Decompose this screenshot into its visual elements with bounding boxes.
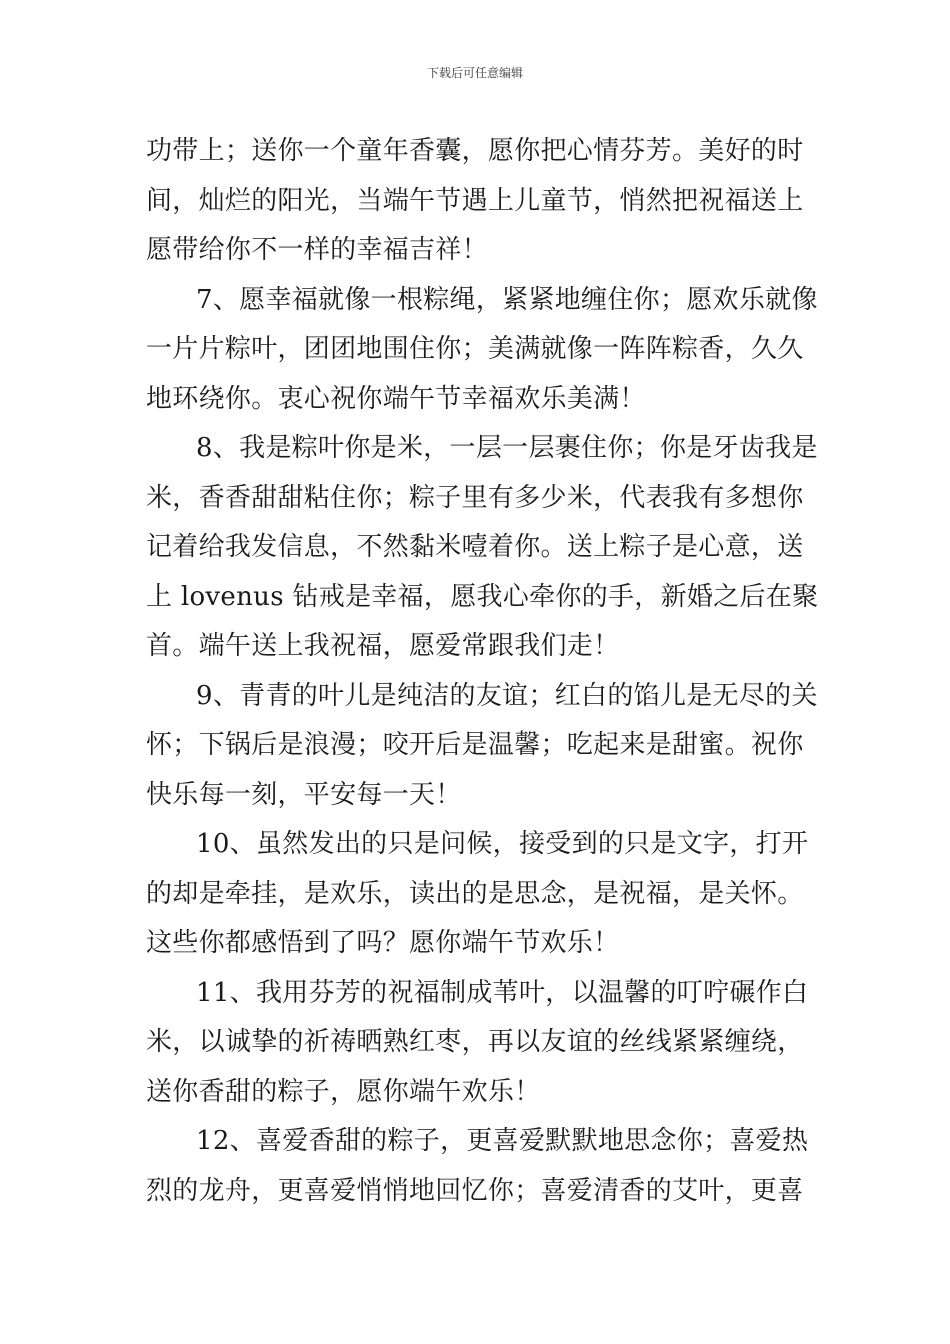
paragraph-item-12: 12、喜爱香甜的粽子，更喜爱默默地思念你；喜爱热烈的龙舟，更喜爱悄悄地回忆你；喜爱清香的艾叶，更喜 bbox=[146, 1126, 809, 1206]
paragraph-item-11: 11、我用芬芳的祝福制成苇叶，以温馨的叮咛碾作白米，以诚挚的祈祷晒熟红枣，再以友谊的丝线紧紧缠绕，送你香甜的粽子，愿你端午欢乐！ bbox=[146, 977, 809, 1107]
paragraph-item-9: 9、青青的叶儿是纯洁的友谊；红白的馅儿是无尽的关怀；下锅后是浪漫；咬开后是温馨；吃起来是甜蜜。祝你快乐每一刻，平安每一天！ bbox=[146, 680, 818, 810]
document-body bbox=[146, 127, 826, 1216]
paragraph-item-8: 8、我是粽叶你是米，一层一层裹住你；你是牙齿我是米，香香甜甜粘住你；粽子里有多少米，代表我有多想你记着给我发信息，不然黏米噎着你。送上粽子是心意，送上 lovenus 钻戒是幸福，愿我心牵你的手，新婚之后在聚首。端午送上我祝福，愿爱常跟我们走！ bbox=[146, 433, 819, 661]
page-header: 下载后可任意编辑 bbox=[426, 66, 523, 80]
paragraph-continuation: 功带上；送你一个童年香囊，愿你把心情芬芳。美好的时间，灿烂的阳光，当端午节遇上儿童节，悄然把祝福送上愿带给你不一样的幸福吉祥！ bbox=[146, 136, 804, 265]
paragraph-item-7: 7、愿幸福就像一根粽绳，紧紧地缠住你；愿欢乐就像一片片粽叶，团团地围住你；美满就像一阵阵粽香，久久地环绕你。衷心祝你端午节幸福欢乐美满！ bbox=[146, 284, 818, 414]
paragraph-item-10: 10、虽然发出的只是问候，接受到的只是文字，打开的却是牵挂，是欢乐，读出的是思念，是祝福，是关怀。这些你都感悟到了吗？愿你端午节欢乐！ bbox=[146, 829, 809, 958]
